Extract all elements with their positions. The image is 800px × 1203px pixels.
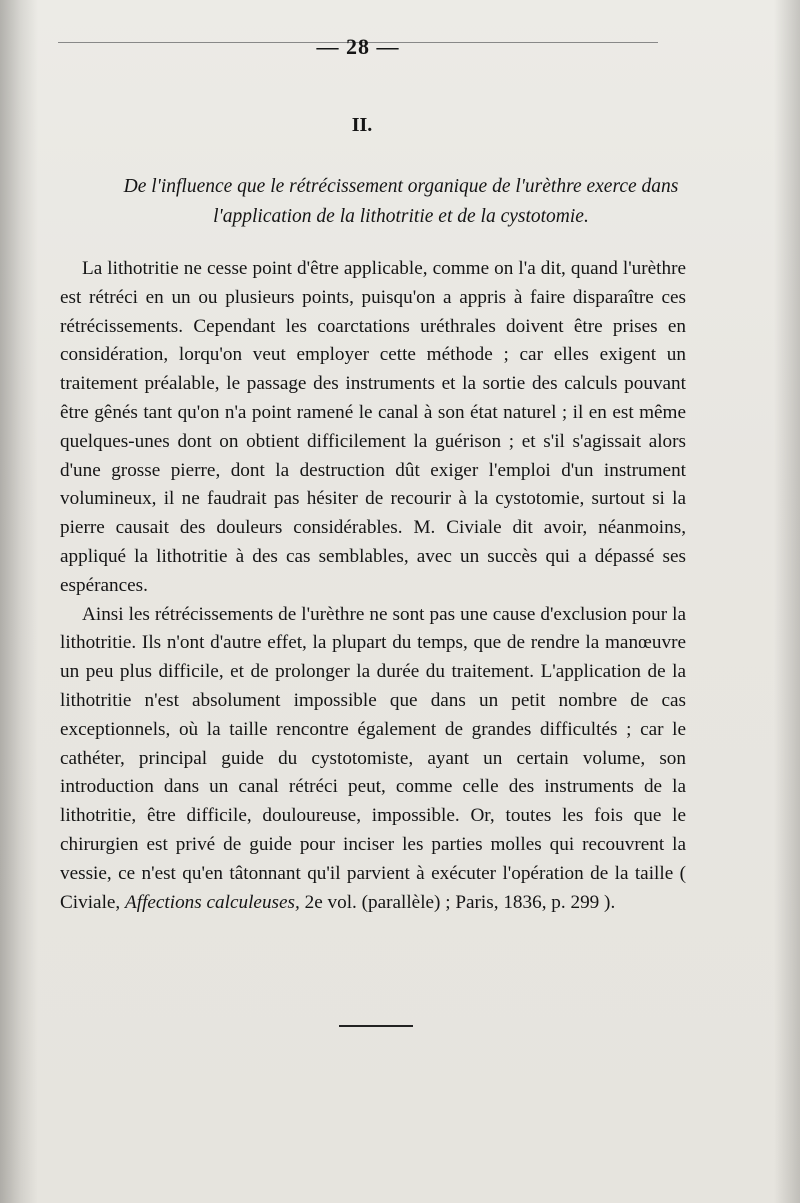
- page-edge-shadow: [774, 0, 800, 1203]
- citation-details: 2e vol. (parallèle) ; Paris, 1836, p. 299 ).: [304, 891, 616, 913]
- paragraph-1: La lithotritie ne cesse point d'être applicable, comme on l'a dit, quand l'urèthre est rétréci en un ou plusieurs points, puisqu'on a appris à faire disparaître ces rétrécissements. Cependant les coarctations uréthrales doivent être prises en considération, lorqu'on veut employer cette méthode ; car elles exigent un traitement préalable, le passage des instruments et la sortie des calculs pouvant être gênés tant qu'on n'a point ramené le canal à son état naturel ; il en est même quelques-unes dont on obtient difficilement la guérison ; et s'il s'agissait alors d'une grosse pierre, dont la destruction dût exiger l'emploi d'un instrument volumineux, il ne faudrait pas hésiter de recourir à la cystotomie, surtout si la pierre causait des douleurs considérables. M. Civiale dit avoir, néanmoins, appliqué la lithotritie à des cas semblables, avec un succès qui a dépassé ses espérances.: [60, 258, 686, 596]
- page-number: — 28 —: [316, 34, 400, 59]
- body-text: [60, 255, 686, 917]
- citation-work: Affections calculeuses,: [125, 891, 300, 913]
- binding-shadow: [0, 0, 38, 1203]
- section-end-rule: [339, 1025, 413, 1027]
- citation-author: Civiale,: [60, 891, 121, 913]
- section-title: De l'influence que le rétrécissement organique de l'urèthre exerce dans l'application de la lithotritie et de la cystotomie.: [123, 176, 679, 227]
- paragraph-2: [60, 601, 686, 918]
- section-number: II.: [351, 114, 373, 136]
- paragraph-2-text: Ainsi les rétrécissements de l'urèthre ne sont pas une cause d'exclusion pour la lithotritie. Ils n'ont d'autre effet, la plupart du temps, que de rendre la manœuvre un peu plus difficile, et de prolonger la durée du traitement. L'application de la lithotritie n'est absolument impossible que dans un petit nombre de cas exceptionnels, où la taille rencontre également de grandes difficultés ; car le cathéter, principal guide du cystotomiste, ayant un certain volume, son introduction dans un canal rétréci peut, comme celle des instruments de la lithotritie, être difficile, douloureuse, impossible. Or, toutes les fois que le chirurgien est privé de guide pour inciser les parties molles qui recouvrent la vessie, ce n'est qu'en tâtonnant qu'il parvient à exécuter l'opération de la taille (: [60, 603, 686, 884]
